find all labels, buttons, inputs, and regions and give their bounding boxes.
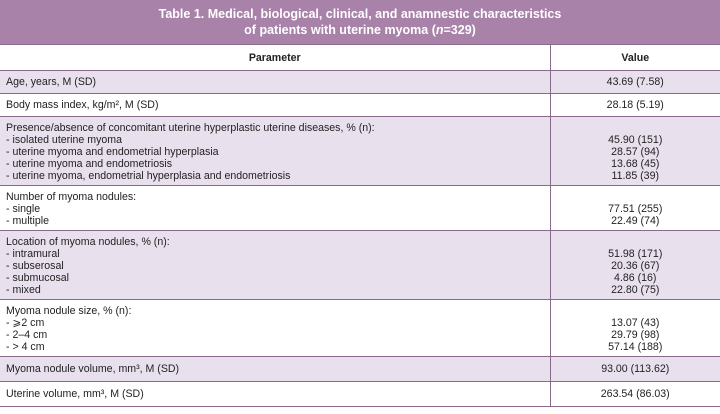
list-item: - isolated uterine myoma [6,134,122,146]
size-labels [0,300,550,357]
header-parameter: Parameter [0,45,550,71]
size-values [550,300,720,357]
list-value: 45.90 (151) [608,134,663,146]
table-row-age [0,71,720,94]
spacer [557,236,715,248]
nodule-volume-value: 93.00 (113.62) [550,357,720,382]
list-value: 29.79 (98) [611,329,660,341]
concomitant-heading: Presence/absence of concomitant uterine hyperplastic uterine diseases, % (n): [6,122,375,134]
spacer [557,191,715,203]
title-n-symbol: n [435,23,444,37]
uterine-volume-label: Uterine volume, mm³, M (SD) [0,382,550,407]
list-item: - multiple [6,215,49,227]
list-item: - > 4 cm [6,341,45,353]
number-heading: Number of myoma nodules: [6,191,137,203]
list-value: 4.86 (16) [614,272,657,284]
title-line-1: Table 1. Medical, biological, clinical, and anamnestic characteristics [158,7,562,21]
list-value: 11.85 (39) [611,170,659,182]
number-labels [0,186,550,231]
title-line-2-suffix: =329) [443,23,476,37]
characteristics-table [0,44,720,407]
uterine-volume-value: 263.54 (86.03) [550,382,720,407]
list-value: 13.68 (45) [611,158,660,170]
table-row-number [0,186,720,231]
list-value: 13.07 (43) [611,317,660,329]
size-heading: Myoma nodule size, % (n): [6,305,132,317]
title-line-2 [0,22,720,38]
bmi-label: Body mass index, kg/m², M (SD) [0,94,550,117]
location-labels [0,231,550,300]
number-values [550,186,720,231]
spacer [557,122,715,134]
table-row-bmi [0,94,720,117]
table-row-nodule-volume [0,357,720,382]
location-heading: Location of myoma nodules, % (n): [6,236,170,248]
table-title [0,0,720,44]
table-row-location [0,231,720,300]
list-item: - uterine myoma and endometriosis [6,158,173,170]
list-item: - 2–4 cm [6,329,48,341]
list-value: 20.36 (67) [611,260,660,272]
concomitant-labels [0,117,550,186]
list-value: 51.98 (171) [608,248,663,260]
list-item: - uterine myoma, endometrial hyperplasia and endometriosis [6,170,291,182]
table-row-size [0,300,720,357]
age-label: Age, years, M (SD) [0,71,550,94]
bmi-value: 28.18 (5.19) [550,94,720,117]
age-value: 43.69 (7.58) [550,71,720,94]
list-item: - uterine myoma and endometrial hyperplasia [6,146,219,158]
list-item: - intramural [6,248,60,260]
list-item: - ⩾2 cm [6,317,45,329]
list-item: - mixed [6,284,41,296]
list-item: - subserosal [6,260,64,272]
title-line-2-prefix: of patients with uterine myoma ( [244,23,436,37]
list-value: 57.14 (188) [608,341,663,353]
header-row [0,45,720,71]
list-value: 22.49 (74) [611,215,660,227]
concomitant-values [550,117,720,186]
nodule-volume-label: Myoma nodule volume, mm³, M (SD) [0,357,550,382]
header-value: Value [550,45,720,71]
table-row-uterine-volume [0,382,720,407]
list-value: 28.57 (94) [611,146,660,158]
spacer [557,305,715,317]
list-value: 22.80 (75) [611,284,660,296]
list-value: 77.51 (255) [608,203,663,215]
location-values [550,231,720,300]
list-item: - single [6,203,41,215]
list-item: - submucosal [6,272,69,284]
table-row-concomitant [0,117,720,186]
